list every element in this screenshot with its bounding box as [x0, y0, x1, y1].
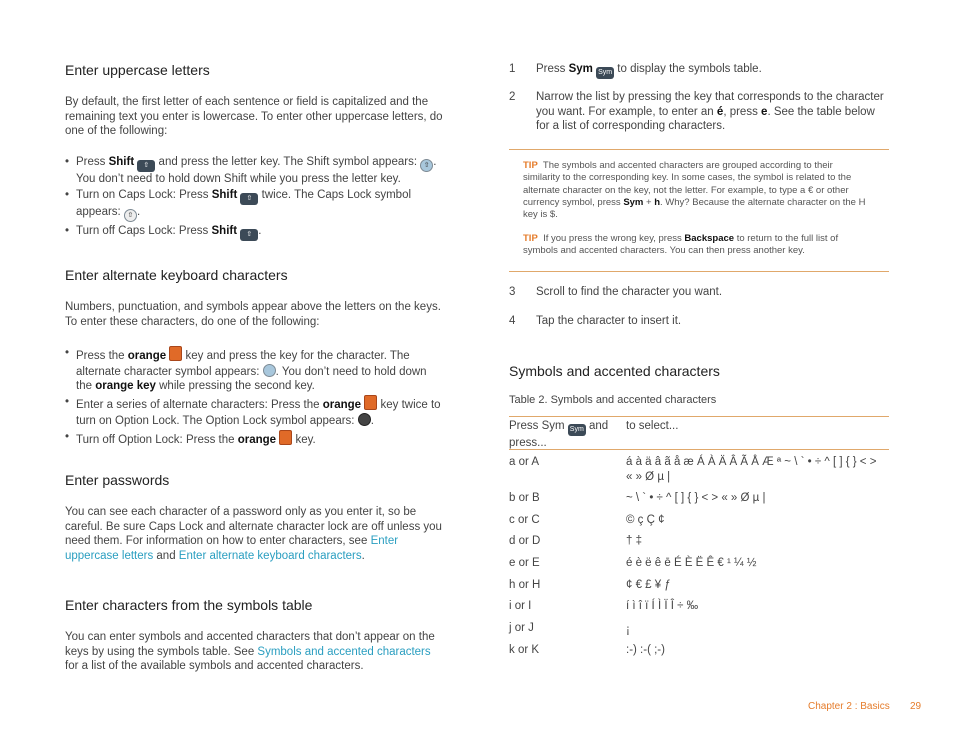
option-lock-symbol-icon	[358, 413, 371, 426]
shift-key-icon: ⇧	[240, 193, 258, 205]
row-key: e or E	[509, 557, 540, 569]
step-1: 1 Press Sym Sym to display the symbols table.	[509, 62, 894, 78]
row-chars: é è ë ê ē É È Ë Ê € ¹ ¼ ½	[626, 557, 757, 569]
table-top-rule	[509, 416, 889, 417]
row-key: b or B	[509, 492, 540, 504]
shift-key-icon: ⇧	[137, 160, 155, 172]
list-item: • Turn off Option Lock: Press the orange key.	[65, 430, 445, 448]
list-item: • Enter a series of alternate characters: Press the orange key twice to turn on Option Lock. The Option Lock symbol appears: .	[65, 395, 445, 428]
step-3: 3 Scroll to find the character you want.	[509, 286, 723, 298]
table-header-rule	[509, 449, 889, 450]
step-4: 4 Tap the character to insert it.	[509, 315, 682, 327]
table-header-key: Press Sym Sym and press...	[509, 420, 609, 449]
sym-key-icon: Sym	[596, 67, 614, 79]
step-2: 2 Narrow the list by pressing the key that corresponds to the character you want. For example, to enter an é, press e. See the table below for a list of corresponding characters.	[509, 91, 884, 133]
row-chars: á à ä â ã å æ Á À Ä Â Ã Å Æ ª ~ \ ` • ÷ ^ [ ] { } < > « » Ø µ |	[626, 456, 877, 483]
tip-1: TIP The symbols and accented characters are grouped according to their similarity to the corresponding key. In some cases, the symbol is related to the alternate character on the key, not the letter. For example, to type a € or other currency symbol, press Sym + h. Why? Because the alternate character on the H key is $.	[523, 160, 866, 221]
orange-key-icon	[364, 395, 377, 410]
row-key: k or K	[509, 644, 540, 656]
orange-key-icon	[169, 346, 182, 361]
shift-key-icon: ⇧	[240, 229, 258, 241]
heading-passwords: Enter passwords	[65, 472, 170, 488]
row-key: i or I	[509, 600, 532, 612]
uppercase-list	[65, 155, 445, 242]
row-key: h or H	[509, 579, 541, 591]
row-chars: ¡	[626, 624, 630, 636]
uppercase-intro: By default, the first letter of each sentence or field is capitalized and the remaining text you enter is lowercase. To enter other uppercase letters, do one of the following:	[65, 96, 443, 138]
list-item: • Turn off Caps Lock: Press Shift ⇧ .	[65, 224, 445, 241]
footer-chapter: Chapter 2 : Basics	[808, 701, 890, 712]
link-symbols[interactable]: Symbols and accented characters	[257, 645, 431, 658]
heading-symbols-accented: Symbols and accented characters	[509, 363, 720, 379]
caps-lock-symbol-icon: ⇧	[124, 209, 137, 222]
page-number: 29	[910, 701, 922, 712]
sym-key-icon: Sym	[568, 424, 586, 436]
heading-uppercase: Enter uppercase letters	[65, 62, 210, 78]
row-chars: © ç Ç ¢	[626, 514, 665, 526]
row-chars: í ì î ï Í Ì Ï Î ÷ ‰	[626, 600, 699, 612]
row-chars: ¢ € £ ¥ ƒ	[626, 579, 671, 591]
list-item: • Press the orange key and press the key for the character. The alternate character symbol appears: . You don’t need to hold down the orange key while pressing the second key.	[65, 346, 445, 394]
symbols-table-text: You can enter symbols and accented characters that don’t appear on the keys by using the symbols table. See Symbols and accented characters for a list of the available symbols and accented characters.	[65, 631, 435, 673]
row-key: a or A	[509, 456, 540, 468]
row-chars: :-) :-( ;-)	[626, 644, 665, 656]
row-chars: † ‡	[626, 535, 642, 547]
row-key: c or C	[509, 514, 540, 526]
alternate-list	[65, 346, 445, 449]
row-key: d or D	[509, 535, 541, 547]
link-alternate[interactable]: Enter alternate keyboard characters	[178, 549, 362, 562]
table-header-chars: to select...	[626, 420, 679, 432]
list-item: • Turn on Caps Lock: Press Shift ⇧ twice. The Caps Lock symbol appears: ⇧ .	[65, 188, 445, 222]
heading-alternate: Enter alternate keyboard characters	[65, 267, 288, 283]
row-chars: ~ \ ` • ÷ ^ [ ] { } < > « » Ø µ |	[626, 492, 766, 504]
alternate-intro: Numbers, punctuation, and symbols appear above the letters on the keys. To enter these characters, do one of the following:	[65, 301, 441, 328]
orange-key-icon	[279, 430, 292, 445]
heading-symbols-table: Enter characters from the symbols table	[65, 597, 313, 613]
alternate-symbol-icon	[263, 364, 276, 377]
link-uppercase[interactable]: Enter uppercase letters	[65, 535, 399, 562]
list-item: • Press Shift ⇧ and press the letter key. The Shift symbol appears: ⇧ . You don’t need to hold down Shift while you press the letter key.	[65, 155, 445, 187]
table-caption: Table 2. Symbols and accented characters	[509, 394, 717, 406]
shift-symbol-icon: ⇧	[420, 159, 433, 172]
tip-2: TIP If you press the wrong key, press Backspace to return to the full list of symbols and accented characters. You can then press another key.	[523, 233, 839, 257]
row-key: j or J	[509, 622, 534, 634]
passwords-text: You can see each character of a password only as you enter it, so be careful. Be sure Caps Lock and alternate character lock are off unless you need them. For information on how to enter characters, see Enter uppercase letters and Enter alternate keyboard characters.	[65, 506, 442, 562]
